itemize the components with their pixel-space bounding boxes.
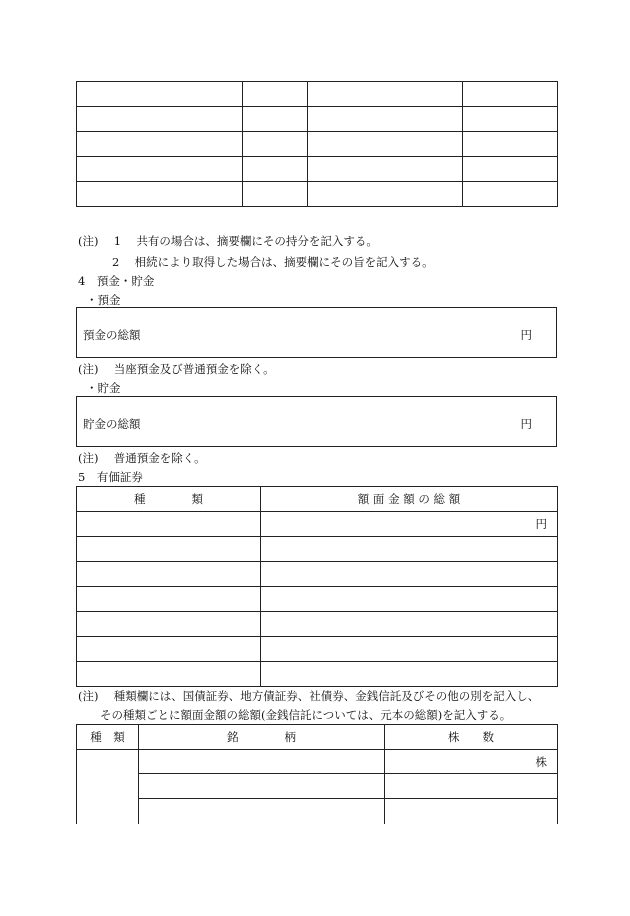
note-number: 1 [113,234,122,248]
note-text: 普通預金を除く。 [113,451,206,465]
table-row [77,662,558,687]
deposit-total-box [76,307,557,358]
table-row [77,637,558,662]
note-prefix: (注) [78,689,99,703]
yen-unit: 円 [520,417,532,431]
note-prefix: (注) [78,451,99,465]
table-row [77,562,558,587]
note-prefix: (注) [78,234,99,248]
subheading: ・預金 [86,293,121,307]
table-row [77,750,558,774]
note-line [112,255,434,269]
table-row [77,182,558,207]
property-table-top [76,81,558,207]
table-row [77,537,558,562]
section-heading: 5 有価証券 [78,470,143,484]
table-row [77,157,558,182]
table-row [77,587,558,612]
note-line: その種類ごとに額面金額の総額(金銭信託については、元本の総額)を記入する。 [100,708,512,722]
table-row [77,774,558,799]
yen-unit: 円 [520,328,532,342]
yen-unit: 円 [261,512,558,537]
section-heading: 4 預金・貯金 [78,274,155,288]
table-row [77,107,558,132]
securities-table [76,486,558,687]
note-text: 共有の場合は、摘要欄にその持分を記入する。 [136,234,378,248]
note-line [78,362,275,376]
column-header-issue: 銘 柄 [139,725,385,750]
note-line [78,451,206,465]
note-number: 2 [112,255,120,269]
table-row [77,612,558,637]
table-row [77,512,558,537]
table-header-row [77,487,558,512]
note-text: 相続により取得した場合は、摘要欄にその旨を記入する。 [134,255,434,269]
column-header-type: 種 類 [77,487,261,512]
table-row [77,132,558,157]
note-line [78,689,539,703]
note-text: 当座預金及び普通預金を除く。 [113,362,275,376]
column-header-shares: 株 数 [385,725,558,750]
savings-total-label: 貯金の総額 [83,417,141,431]
table-header-row [77,725,558,750]
column-header-type: 種 類 [77,725,139,750]
note-line [78,234,378,248]
deposit-total-label: 預金の総額 [83,328,141,342]
subheading: ・貯金 [86,381,121,395]
note-text: 種類欄には、国債証券、地方債証券、社債券、金銭信託及びその他の別を記入し、 [113,689,540,703]
stocks-table [76,724,558,824]
table-row [77,799,558,824]
column-header-face-value-total: 額 面 金 額 の 総 額 [261,487,558,512]
table-row [77,82,558,107]
savings-total-box [76,396,557,447]
shares-unit: 株 [385,750,558,774]
note-prefix: (注) [78,362,99,376]
